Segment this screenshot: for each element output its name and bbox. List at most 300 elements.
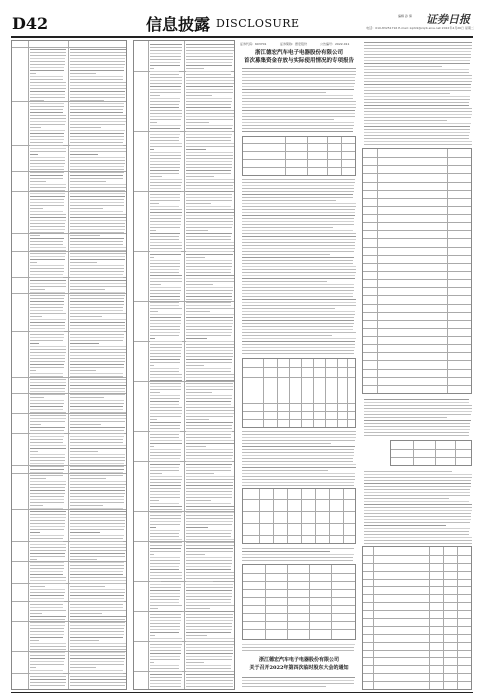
- table-row: [12, 413, 126, 414]
- text-line: [30, 268, 64, 269]
- text-line: [364, 531, 469, 532]
- text-line: [30, 244, 63, 245]
- left-table: [11, 40, 127, 690]
- text-line: [70, 190, 125, 191]
- text-line: [186, 683, 233, 684]
- text-line: [30, 145, 63, 146]
- text-line: [70, 574, 123, 575]
- text-line: [30, 565, 64, 566]
- text-line: [30, 460, 65, 461]
- text-line: [186, 584, 233, 585]
- text-line: [30, 316, 42, 317]
- text-line: [150, 215, 182, 216]
- text-line: [70, 475, 123, 476]
- text-line: [70, 139, 124, 140]
- text-line: [30, 139, 64, 140]
- text-line: [70, 562, 124, 563]
- text-line: [150, 116, 182, 117]
- text-line: [70, 670, 123, 671]
- text-line: [30, 184, 66, 185]
- text-line: [70, 433, 124, 434]
- text-line: [30, 76, 63, 77]
- text-line: [186, 107, 231, 108]
- text-line: [30, 127, 41, 128]
- text-line: [364, 504, 472, 505]
- text-line: [186, 149, 206, 150]
- text-line: [30, 445, 66, 446]
- text-line: [150, 308, 182, 309]
- text-line: [364, 105, 469, 106]
- text-line: [150, 227, 180, 228]
- text-line: [70, 682, 126, 683]
- text-line: [242, 179, 355, 180]
- text-line: [30, 205, 64, 206]
- text-line: [30, 484, 66, 485]
- text-line: [186, 476, 234, 477]
- text-line: [186, 305, 231, 306]
- text-line: [30, 376, 63, 377]
- text-line: [186, 404, 231, 405]
- text-line: [186, 341, 234, 342]
- text-line: [150, 50, 182, 51]
- text-line: [150, 674, 182, 675]
- text-line: [70, 409, 123, 410]
- text-line: [70, 508, 123, 509]
- text-line: [70, 172, 124, 173]
- text-line: [70, 598, 124, 599]
- text-line: [70, 358, 125, 359]
- text-line: [30, 271, 64, 272]
- text-line: [150, 605, 182, 606]
- text-line: [30, 337, 64, 338]
- right-table-3: [362, 546, 472, 690]
- text-line: [150, 212, 182, 213]
- text-line: [364, 78, 472, 79]
- text-line: [186, 563, 232, 564]
- text-line: [70, 325, 125, 326]
- text-line: [242, 302, 356, 303]
- text-line: [186, 497, 232, 498]
- text-line: [150, 512, 182, 513]
- text-line: [186, 437, 231, 438]
- text-line: [150, 404, 179, 405]
- text-line: [242, 218, 354, 219]
- text-line: [150, 515, 181, 516]
- text-line: [30, 199, 64, 200]
- text-line: [150, 275, 182, 276]
- text-line: [242, 650, 354, 651]
- text-line: [150, 194, 180, 195]
- text-line: [70, 205, 124, 206]
- text-line: [186, 356, 233, 357]
- text-line: [150, 347, 182, 348]
- text-line: [364, 528, 470, 529]
- text-line: [70, 610, 126, 611]
- text-line: [150, 491, 180, 492]
- text-line: [186, 392, 212, 393]
- text-line: [150, 317, 181, 318]
- text-line: [186, 179, 234, 180]
- text-line: [150, 653, 181, 654]
- text-line: [30, 622, 65, 623]
- text-line: [150, 533, 179, 534]
- text-line: [30, 502, 64, 503]
- text-line: [30, 640, 39, 641]
- text-line: [242, 683, 354, 684]
- text-line: [364, 84, 471, 85]
- text-line: [30, 667, 36, 668]
- text-line: [30, 154, 38, 155]
- text-line: [70, 94, 125, 95]
- text-line: [150, 527, 156, 528]
- text-line: [364, 117, 471, 118]
- text-line: [364, 69, 469, 70]
- text-line: [186, 458, 232, 459]
- text-line: [30, 301, 64, 302]
- text-line: [186, 599, 231, 600]
- text-line: [70, 220, 126, 221]
- text-line: [70, 70, 124, 71]
- text-line: [150, 524, 180, 525]
- text-line: [242, 224, 354, 225]
- text-line: [186, 47, 234, 48]
- text-line: [242, 437, 356, 438]
- text-line: [70, 661, 124, 662]
- text-line: [364, 471, 452, 472]
- text-line: [70, 136, 124, 137]
- text-line: [70, 376, 123, 377]
- text-line: [186, 233, 232, 234]
- text-line: [70, 124, 125, 125]
- text-line: [242, 479, 355, 480]
- text-line: [150, 623, 180, 624]
- table-row: [134, 381, 234, 382]
- text-line: [30, 280, 66, 281]
- text-line: [186, 416, 233, 417]
- text-line: [150, 224, 181, 225]
- text-line: [242, 548, 354, 549]
- text-line: [70, 349, 126, 350]
- text-line: [30, 343, 39, 344]
- text-line: [150, 602, 179, 603]
- text-line: [70, 367, 124, 368]
- text-line: [186, 302, 231, 303]
- text-line: [364, 474, 472, 475]
- text-line: [30, 61, 65, 62]
- text-line: [70, 232, 124, 233]
- text-line: [30, 148, 66, 149]
- text-line: [242, 251, 354, 252]
- text-line: [364, 420, 471, 421]
- text-line: [30, 508, 63, 509]
- text-line: [70, 253, 126, 254]
- text-line: [70, 184, 126, 185]
- text-line: [30, 358, 65, 359]
- text-line: [150, 248, 182, 249]
- text-line: [150, 581, 161, 582]
- text-line: [242, 266, 356, 267]
- text-line: [150, 314, 182, 315]
- text-line: [186, 509, 234, 510]
- text-line: [150, 425, 180, 426]
- text-line: [30, 265, 64, 266]
- text-line: [150, 245, 182, 246]
- text-line: [30, 214, 66, 215]
- text-line: [70, 406, 123, 407]
- text-line: [242, 317, 354, 318]
- text-line: [150, 566, 179, 567]
- text-line: [186, 293, 232, 294]
- text-line: [70, 328, 125, 329]
- text-line: [242, 248, 355, 249]
- text-line: [186, 668, 231, 669]
- text-line: [30, 55, 66, 56]
- text-line: [242, 311, 355, 312]
- text-line: [150, 47, 182, 48]
- text-line: [186, 398, 232, 399]
- text-line: [150, 521, 181, 522]
- text-line: [364, 477, 472, 478]
- text-line: [70, 238, 124, 239]
- text-line: [186, 59, 233, 60]
- fund-table-3: [242, 488, 356, 544]
- text-line: [150, 647, 181, 648]
- text-line: [242, 215, 355, 216]
- text-line: [364, 426, 470, 427]
- text-line: [70, 346, 126, 347]
- text-line: [70, 517, 126, 518]
- text-line: [30, 493, 65, 494]
- text-line: [364, 96, 470, 97]
- text-line: [150, 356, 181, 357]
- text-line: [186, 143, 234, 144]
- text-line: [70, 535, 124, 536]
- text-line: [150, 440, 182, 441]
- text-line: [242, 80, 355, 81]
- text-line: [186, 131, 232, 132]
- text-line: [30, 340, 63, 341]
- text-line: [30, 637, 63, 638]
- text-line: [186, 500, 211, 501]
- text-line: [30, 178, 63, 179]
- text-line: [150, 209, 182, 210]
- text-line: [70, 619, 125, 620]
- text-line: [70, 160, 125, 161]
- text-line: [150, 479, 182, 480]
- text-line: [186, 245, 234, 246]
- text-line: [70, 583, 126, 584]
- text-line: [150, 563, 180, 564]
- text-line: [186, 467, 231, 468]
- text-line: [30, 253, 66, 254]
- text-line: [70, 55, 126, 56]
- text-line: [242, 272, 356, 273]
- text-line: [70, 85, 126, 86]
- text-line: [364, 51, 471, 52]
- text-line: [30, 157, 65, 158]
- text-line: [30, 643, 66, 644]
- text-line: [30, 592, 65, 593]
- text-line: [150, 419, 157, 420]
- text-line: [242, 344, 355, 345]
- text-line: [186, 626, 232, 627]
- text-line: [150, 278, 182, 279]
- text-line: [186, 254, 233, 255]
- text-line: [30, 310, 63, 311]
- text-line: [70, 505, 103, 506]
- text-line: [30, 610, 66, 611]
- text-line: [186, 164, 232, 165]
- fund-table-2: [242, 358, 356, 428]
- text-line: [186, 518, 233, 519]
- text-line: [242, 446, 355, 447]
- text-line: [150, 263, 180, 264]
- middle-table: [133, 40, 235, 690]
- text-line: [150, 629, 180, 630]
- text-line: [30, 517, 66, 518]
- text-line: [242, 116, 355, 117]
- text-line: [242, 68, 356, 69]
- text-line: [242, 353, 354, 354]
- text-line: [70, 388, 125, 389]
- article-company: 浙江德宏汽车电子电器股份有限公司: [254, 50, 343, 56]
- text-line: [186, 65, 232, 66]
- text-line: [186, 386, 233, 387]
- text-line: [70, 652, 125, 653]
- text-line: [70, 676, 126, 677]
- text-line: [364, 90, 471, 91]
- text-line: [150, 197, 180, 198]
- text-line: [30, 172, 64, 173]
- text-line: [186, 533, 231, 534]
- text-line: [364, 63, 470, 64]
- text-line: [30, 94, 65, 95]
- page-number: D42: [12, 14, 49, 33]
- text-line: [242, 293, 353, 294]
- text-line: [70, 187, 126, 188]
- text-line: [186, 80, 234, 81]
- text-line: [242, 245, 355, 246]
- text-line: [186, 98, 232, 99]
- text-line: [150, 107, 179, 108]
- text-line: [150, 140, 179, 141]
- text-line: [242, 191, 354, 192]
- text-line: [150, 470, 179, 471]
- text-line: [186, 545, 234, 546]
- text-line: [186, 263, 232, 264]
- text-line: [186, 167, 232, 168]
- text-line: [70, 478, 106, 479]
- text-line: [150, 467, 179, 468]
- footer-rule: [11, 692, 473, 693]
- text-line: [70, 451, 98, 452]
- text-line: [30, 448, 66, 449]
- text-line: [70, 622, 125, 623]
- text-line: [186, 590, 232, 591]
- text-line: [150, 617, 181, 618]
- text-line: [70, 58, 125, 59]
- text-line: [186, 488, 233, 489]
- text-line: [30, 100, 44, 101]
- text-line: [186, 608, 210, 609]
- text-line: [364, 423, 470, 424]
- text-line: [150, 449, 181, 450]
- text-line: [30, 664, 64, 665]
- text-line: [70, 244, 123, 245]
- text-line: [70, 298, 124, 299]
- text-line: [242, 188, 354, 189]
- text-line: [70, 496, 124, 497]
- text-line: [70, 109, 123, 110]
- text-line: [30, 208, 43, 209]
- text-line: [364, 132, 470, 133]
- text-line: [70, 49, 126, 50]
- text-line: [70, 553, 125, 554]
- text-line: [150, 599, 179, 600]
- text-line: [30, 487, 65, 488]
- text-line: [242, 185, 354, 186]
- text-line: [150, 506, 182, 507]
- text-line: [150, 200, 180, 201]
- text-line: [70, 523, 125, 524]
- text-line: [150, 431, 180, 432]
- text-line: [186, 635, 207, 636]
- text-line: [150, 65, 180, 66]
- text-line: [186, 575, 234, 576]
- text-line: [30, 478, 46, 479]
- text-line: [186, 197, 232, 198]
- text-line: [70, 133, 124, 134]
- text-line: [70, 337, 124, 338]
- text-line: [70, 334, 124, 335]
- text-line: [186, 281, 234, 282]
- stock-name: 证券简称：德宏股份: [280, 42, 308, 46]
- second-article-company: 浙江德宏汽车电子电器股份有限公司: [258, 657, 339, 663]
- text-line: [70, 355, 125, 356]
- text-line: [30, 106, 64, 107]
- text-line: [186, 593, 232, 594]
- text-line: [70, 646, 126, 647]
- text-line: [186, 638, 234, 639]
- text-line: [70, 370, 96, 371]
- text-line: [70, 181, 106, 182]
- text-line: [150, 83, 182, 84]
- table-row: [12, 293, 126, 294]
- text-line: [70, 271, 124, 272]
- text-line: [30, 466, 64, 467]
- text-line: [150, 650, 181, 651]
- text-line: [70, 559, 97, 560]
- text-line: [242, 320, 354, 321]
- text-line: [364, 81, 472, 82]
- text-line: [186, 53, 233, 54]
- text-line: [364, 54, 471, 55]
- text-line: [150, 203, 159, 204]
- text-line: [150, 179, 182, 180]
- text-line: [186, 95, 212, 96]
- text-line: [70, 628, 124, 629]
- text-line: [186, 368, 231, 369]
- text-line: [30, 646, 66, 647]
- text-line: [364, 486, 471, 487]
- text-line: [30, 424, 41, 425]
- text-line: [30, 169, 64, 170]
- text-line: [70, 115, 126, 116]
- text-line: [30, 226, 65, 227]
- text-line: [70, 100, 104, 101]
- text-line: [186, 569, 231, 570]
- text-line: [70, 313, 126, 314]
